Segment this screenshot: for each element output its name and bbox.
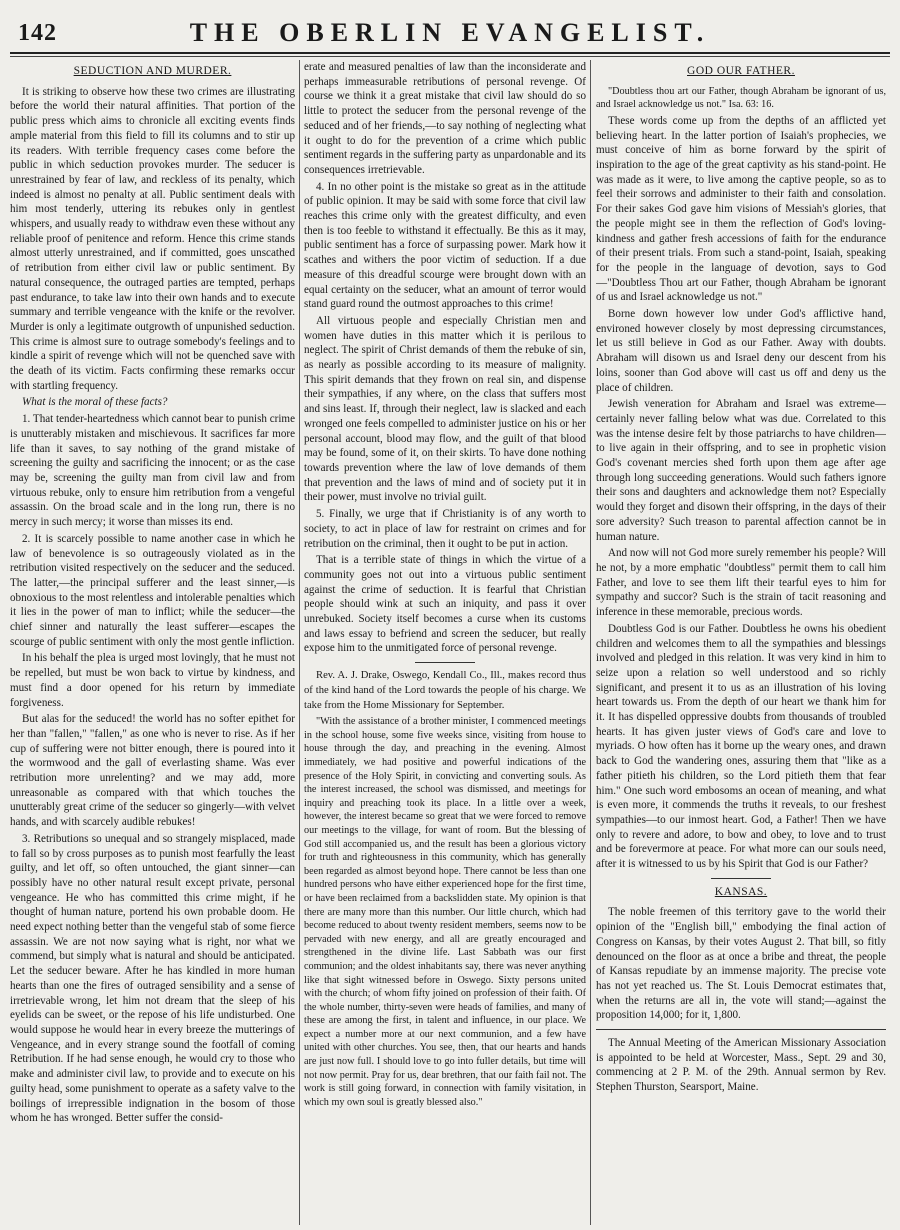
- column-divider: [299, 60, 300, 1225]
- column-god-our-father: [596, 60, 886, 1225]
- column-divider: [590, 60, 591, 1225]
- article-paragraph: 5. Finally, we urge that if Christianity is of any worth to society, to act in place of law for restraint on crimes and for retribution on the criminal, then it ought to be put in action.: [304, 508, 586, 550]
- article-title: GOD OUR FATHER.: [687, 65, 795, 77]
- report-lead: Rev. A. J. Drake, Oswego, Kendall Co., Ill., makes record thus of the kind hand of the Lord towards the people of his charge. We take from the Home Missionary for September.: [304, 670, 586, 711]
- masthead: [0, 14, 900, 48]
- column-seduction-and-murder: [10, 60, 295, 1225]
- meeting-notice: The Annual Meeting of the American Missionary Association is appointed to be held at Worcester, Mass., Sept. 29 and 30, commencing at 2 P. M. of the 29th. Annual sermon by Rev. Stephen Thurston, Searsport, Maine.: [596, 1037, 886, 1094]
- newspaper-title: THE OBERLIN EVANGELIST.: [189, 18, 711, 47]
- article-paragraph: erate and measured penalties of law than the inconsiderate and perhaps immeasurable retributions of personal revenge. Of course we think it a great mistake that civil law should do so little to protect the seducer from the personal revenge of the seduced and of her friends,—to say nothing of neglecting what it ought to do for the prevention of a crime which public sentiment regards in the suffering party as unpardonable and its consequences irretrievable.: [304, 61, 586, 176]
- kansas-title: KANSAS.: [714, 885, 768, 898]
- subheading-text: What is the moral of these facts?: [22, 396, 168, 409]
- article-title: SEDUCTION AND MURDER.: [73, 65, 232, 77]
- section-divider: [415, 662, 475, 663]
- masthead-rule-thin: [10, 56, 890, 57]
- article-paragraph: And now will not God more surely remember his people? Will he not, by a more emphatic "doubtless" permit them to call him Father, and love to see them lift their tearful eyes to him for sympathy and succor? Such is the strain of tacit reasoning and inference in these memorable, precious words.: [596, 547, 886, 619]
- article-paragraph: The noble freemen of this territory gave to the world their opinion of the "English bill," embodying the final action of Congress on Kansas, by their votes August 2. That bill, so fitly denounced on the floor as at once a bribe and threat, the people of Kansas repudiate by an immense majority. The precise vote has not yet reached us. The St. Louis Democrat estimates that, when the returns are all in, the vote will stand;—against the proposition 14,000; for it, 1,800.: [596, 906, 886, 1022]
- article-paragraph: Doubtless God is our Father. Doubtless he owns his obedient children and welcomes them to all the sympathies and blessings involved and pledged in this relation. It was very kind in him to seize upon a relation so well understood and so richly significant, and present it to us as an illustration of his loving heart towards us. From the depth of our heart we thank him for it. It has dispelled oppressive doubts from thousands of troubled hearts. It has given juster views of God's care and love to myriads. O how often has it borne up the weary ones, and drawn back to God the wandering ones, assuring them that "like as a father pitieth his children, so the Lord pitieth them that fear him." One such word embosoms an ocean of meaning, and what is even more, it commends the truths it reveals, to our freshest sympathies—to our inmost heart. God, a Father! Then we have only to revere and adore, to bow and obey, to love and to trust and be forevermore at peace. For what more can our souls need, after it is witnessed to us by his Spirit that God is our Father?: [596, 622, 886, 871]
- article-paragraph: That is a terrible state of things in which the virtue of a community goes not out into a virtuous public sentiment against the crime of seduction. It is fearful that Christian people should wink at such an iniquity, and pass it over unrebuked. Society itself becomes a curse when its customs and laws essay to befriend and screen the seducer, but really expose him to the unmitigated force of personal revenge.: [304, 554, 586, 655]
- report-quote: "With the assistance of a brother minister, I commenced meetings in the school house, some five weeks since, visiting from house to house through the day, and preaching in the evening. Almost immediately, we had positive and powerful indications of the presence of the Holy Spirit, in convicting and converting souls. As the interest increased, the school was dismissed, and meetings for inquiry and preaching took its place. In a little over a week, however, the interest became so great that we were forced to remove our meetings to the village, for want of room. But the blessing of God still accompanied us, and the result has been a glorious victory for truth and righteousness in this community, which has generally been regarded as almost beyond hope. There cannot be less than one hundred persons who have either experienced hope for the first time, or have been reclaimed from a backslidden state. My opinion is that there are many more than this number. Our little church, which had become reduced to about twenty resident members, seems now to be pervaded with new energy, and all are greatly encouraged and strengthened in the divine life. Last Sabbath was our first communion; and the oldest inhabitants say, there was never anything like that sight witnessed before in Oswego. Sixty persons united with the church; of whom fifty joined on profession of their faith. Of the whole number, thirty-seven were heads of families, and many of these are among the first, in talent and influence, in our place. We expect a number more at our next communion, and a few have united with other churches. You see, then, that our hearts and hands are just now full. I should love to go into fuller details, but time will not now permit. Pray for us, dear brethren, that our faith fail not. The work is still going forward, in connection with family visitation, in which my own soul is greatly blessed also.": [304, 716, 586, 1108]
- article-paragraph: It is striking to observe how these two crimes are illustrating before the world their natural affinities. That portion of the public press which aims to chronicle all exciting events finds ample material from this field to fill its columns and to stir up its readers. With terrible frequency cases come before the public in which seduction provokes murder. The seducer is unrestrained by fear of law, and reckless of its penalty, which indeed is almost no penalty at all. Public sentiment deals with him most tenderly, uttering its rebukes only in gentlest whispers, and usually ready to withdraw even these without any reliable proof of penitence and reform. Hence this crime stands almost utterly unrestrained, and if committed, goes unscathed of retribution from either civil law or public sentiment. By natural consequence, the outraged parties are tempted, perhaps past endurance, to take law into their own hands and to execute summary and terrible vengeance with the knife or the revolver. Murder is only a legitimate outgrowth of unpunished seduction. This crime is almost sure to outrage somebody's feelings and to kindle a spirit of revenge which will not be quenched save with the death of its victim. Facts confirming these remarks occur with startling frequency.: [10, 85, 295, 392]
- article-paragraph: Borne down however low under God's afflictive hand, environed however closely by most depressing circumstances, let us still believe in God as our Father. Away with doubts. Abraham will disown us and Israel deny our descent from his loins, sooner than God above will cast us off and deny us the place of children.: [596, 308, 886, 394]
- article-paragraph: 4. In no other point is the mistake so great as in the attitude of public opinion. It may be said with some force that civil law reaches this crime only with the greatest difficulty, and even then is too feeble to withstand it effectually. Be this as it may, public sentiment has a force of surpassing power. Mark how it scathes and withers the poor victim of seduction. If a due measure of this dreadful scourge were brought down with an equal certainty on the seducer, what an amount of terror would stand guard round the outmost approaches to this crime!: [304, 180, 586, 311]
- article-subheading: [10, 395, 295, 410]
- page-number: 142: [18, 20, 57, 46]
- article-paragraph: These words come up from the depths of an afflicted yet believing heart. In the latter portion of Isaiah's prophecies, we must conceive of him as borne forward by the spirit of inspiration to the age of the great captivity as his stand-point. He was made as it were, to live among the captive people, so as to feel their sorrows and administer to their faith and consolation. For their sakes God gave him visions of Messiah's glories, that the people might see in them the reflection of God's loving-kindness and gather fresh accessions of faith for the endurance of their present trials. From such a stand-point, Isaiah, speaking for the people in the language of devotion, says to God—"Doubtless Thou art our Father, though Abraham be ignorant of us and Israel acknowledge us not.": [596, 114, 886, 304]
- masthead-rule: [10, 52, 890, 54]
- article-paragraph: 2. It is scarcely possible to name another case in which he law of benevolence is so outrageously violated as in the retribution visited respectively on the seducer and the seduced. The latter,—the principal sufferer and the least sinner,—is obnoxious to the most relentless and intolerable penalties which it lies in the power of man to inflict; while the seducer—the chief sinner and naturally the least sufferer—escapes the scourge of public sentiment with only the most gentle infliction.: [10, 532, 295, 648]
- article-paragraph: 1. That tender-heartedness which cannot bear to punish crime is unutterably mistaken and mischievous. It sacrifices far more life than it saves, to say nothing of the grand mistake of screening the guilty and sacrificing the innocent; or as the case may be, screening the guilty man from civil law and from virtuous rebuke, only to ensure him retribution from a vengeful assassin. On the broad scale and in the long run, there is no mercy in such mercy; it worse than misses its end.: [10, 413, 295, 529]
- article-paragraph: Jewish veneration for Abraham and Israel was extreme—certainly never falling below what was due. Correlated to this was the intense desire felt by those patriarchs to have children—to live again in their offspring, and to see in prophetic vision God's covenant mercies shed forth upon them age after age through long succeeding generations. Would such fathers ignore their sons and daughters and acknowledge them not? Especially would they forget and disown their offspring, in the days of their sore adversity? Such treason to parental affection cannot be in human nature.: [596, 398, 886, 543]
- column-continuation: [304, 60, 586, 1225]
- article-paragraph: In his behalf the plea is urged most lovingly, that he must not be repelled, but must be won back to virtue by kindness, and must find a door opened for his return by immediate forgiveness.: [10, 652, 295, 709]
- section-divider: [711, 878, 771, 879]
- article-paragraph: All virtuous people and especially Christian men and women have duties in this matter which it is perilous to neglect. The spirit of Christ demands of them the rebuke of sin, as nearly as possible according to its measure of malignity. This spirit demands that they frown on real sin, and dispense their sympathies, if any where, on the class that suffers most and sins least. If, through their neglect, law is slacked and each wronged one feels compelled to administer justice on his or her personal account, blood may flow, and the guilt of that blood may be found, some of it, on their skirts. To have done nothing towards prevention where the law of love demands of them that prevention and the laws of mind and of society put it in their power, must involve no trivial guilt.: [304, 314, 586, 504]
- section-divider: [596, 1029, 886, 1030]
- article-paragraph: 3. Retributions so unequal and so strangely misplaced, made to fall so by cross purposes as to punish most fearfully the least guilty, and let off, so often untouched, the giant sinner—can possibly have no other natural result except private, personal vengeance. He who has committed this crime might, if he thought of human nature, portend his own probable doom. He need expect nothing better than the vengeful stab of some fierce assassin. We are not now saying what is right, nor what we commend, but simply what is natural and should be anticipated. Let the seducer beware. After he has kindled in more human hearts than one the fires of outraged sensibility and a sense of irretrievable wrong, let him not dream that the sleep of his eyelids can be sweet, or the repose of his life undisturbed. One would suppose he would hear in every breeze the mutterings of Vengeance, and in every strange sound the footfall of coming Retribution. If he had sense enough, he would cry to those who make and administer civil law, to provide and to execute on his guilty head, some punishment to operate as a safety valve to the boilings of irrepressible indignation in the bosom of those whom he has wronged. Better suffer the consid-: [10, 832, 295, 1125]
- epigraph: "Doubtless thou art our Father, though Abraham be ignorant of us, and Israel acknowledge us not." Isa. 63: 16.: [596, 85, 886, 111]
- article-paragraph: But alas for the seduced! the world has no softer epithet for her than "fallen," "fallen," as one who is never to rise. As if her cup of suffering were not bitter enough, there is poured into it the wormwood and the gall of everlasting shame. Was ever retribution more unrelenting? and we may add, more unreasonable as compared with that which touches the unutterably great crime of the seducer so gingerly—with velvet hands, and with scarcely audible rebukes!: [10, 713, 295, 829]
